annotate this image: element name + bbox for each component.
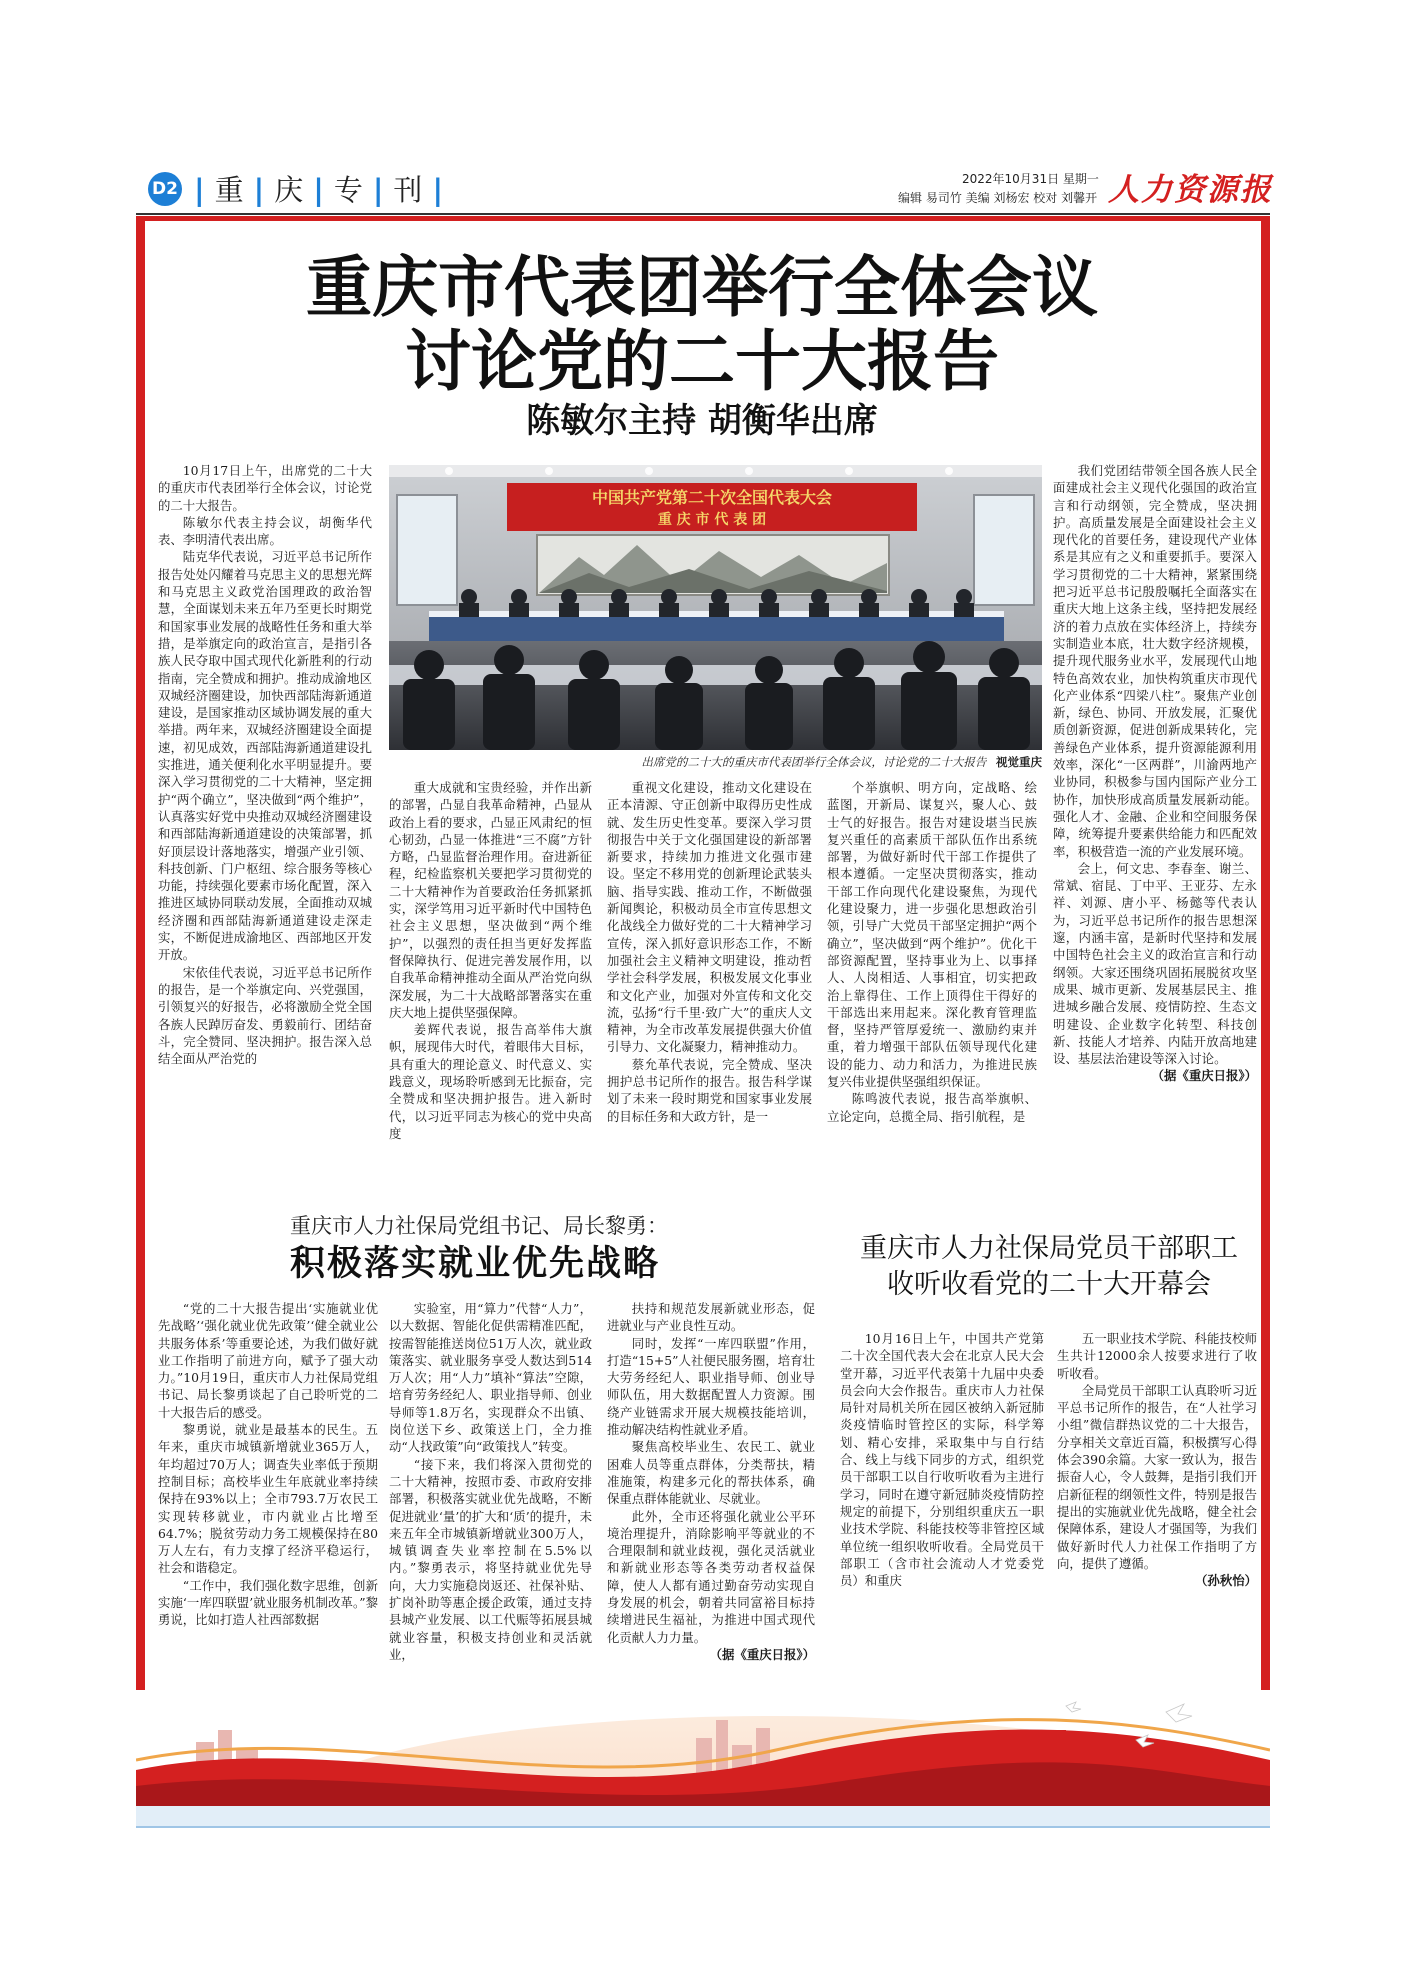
paragraph: 同时，发挥“一库四联盟”作用，打造“15+5”人社便民服务圈，培育壮大劳务经纪人、职业指导师、创业导师队伍，用大数据配置人力资源。围绕产业链需求开展大规模技能培训，推动解决结构性就业矛盾。 xyxy=(607,1335,815,1438)
right-article-col-2 xyxy=(1057,1330,1257,1695)
right-article-title-2: 收听收看党的二十大开幕会 xyxy=(887,1269,1211,1300)
issue-date: 2022年10月31日 星期一 xyxy=(962,172,1099,186)
paragraph: “党的二十大报告提出‘实施就业优先战略’‘强化就业优先政策’‘健全就业公共服务体系’等重要论述，为我们做好就业工作指明了前进方向，赋予了强大动力。”10月19日，重庆市人力社保局党组书记、局长黎勇谈起了自己聆听党的二十大报告后的感受。 xyxy=(158,1301,378,1420)
headline-line-2: 讨论党的二十大报告 xyxy=(405,323,999,400)
paragraph: 陆克华代表说，习近平总书记所作报告处处闪耀着马克思主义的思想光辉和马克思主义政党治国理政的政治智慧，全面谋划未来五年乃至更长时期党和国家事业发展的战略性任务和重大举措，是举旗定向的政治宣言，是指引各族人民夺取中国式现代化新胜利的行动指南，完全赞成和拥护。推动成渝地区双城经济圈建设，加快西部陆海新通道建设，是国家推动区域协调发展的重大举措。两年来，双城经济圈建设全面提速，初见成效，西部陆海新通道建设扎实推进，通关便利化水平明显提升。要深入学习贯彻党的二十大精神，坚定拥护“两个确立”，坚决做到“两个维护”，认真落实好党中央推动双城经济圈建设和西部陆海新通道建设的决策部署，抓好顶层设计落地落实，增强产业引领、科技创新、门户枢纽、综合服务等核心功能，持续强化要素市场化配置，深入推进区域协同联动发展，全面推动双城经济圈和西部陆海新通道建设走深走实，不断促进成渝地区、西部地区开发开放。 xyxy=(158,549,372,963)
paragraph: 五一职业技术学院、科能技校师生共计12000余人按要求进行了收听收看。 xyxy=(1057,1331,1257,1381)
paragraph: 10月17日上午，出席党的二十大的重庆市代表团举行全体会议，讨论党的二十大报告。 xyxy=(158,463,372,513)
paragraph: “工作中，我们强化数字思维，创新实施‘一库四联盟’就业服务机制改革。”黎勇说，比如打造人社西部数据 xyxy=(158,1577,378,1628)
newspaper-logo: 人力资源报 xyxy=(1108,172,1273,208)
main-article-col-1 xyxy=(158,462,372,1162)
frame-top xyxy=(136,216,1270,221)
main-article-col-4 xyxy=(827,779,1037,1174)
frame-right xyxy=(1261,216,1270,1806)
main-article-col-2 xyxy=(389,779,592,1174)
photo-credit: 视觉重庆 xyxy=(996,755,1042,769)
paragraph: 全局党员干部职工认真聆听习近平总书记所作的报告，在“人社学习小组”微信群热议党的二十大报告，分享相关文章近百篇，积极撰写心得体会390余篇。大家一致认为，报告振奋人心，令人鼓舞，是指引我们开启新征程的纲领性文件，特别是报告提出的实施就业优先战略，健全社会保障体系，建设人才强国等，为我们做好新时代人力社保工作指明了方向，提供了遵循。 xyxy=(1057,1382,1257,1571)
main-article-col-3 xyxy=(607,779,812,1174)
right-article-author: （孙秋怡） xyxy=(1195,1573,1257,1589)
sub-article-title: 积极落实就业优先战略 xyxy=(290,1244,661,1284)
photo-caption-text: 出席党的二十大的重庆市代表团举行全体会议，讨论党的二十大报告 xyxy=(641,755,987,769)
paragraph: 我们党团结带领全国各族人民全面建成社会主义现代化强国的政治宣言和行动纲领，完全赞成，坚决拥护。高质量发展是全面建设社会主义现代化的首要任务，建设现代产业体系是其应有之义和重要抓手。要深入学习贯彻党的二十大精神，紧紧围绕把习近平总书记殷殷嘱托全面落实在重庆大地上这条主线，坚持把发展经济的着力点放在实体经济上，持续夯实制造业本底，壮大数字经济规模，提升现代服务业水平，发展现代山地特色高效农业，加快构筑重庆市现代化产业体系“四梁八柱”。聚焦产业创新，绿色、协同、开放发展，汇聚优质创新资源，促进创新成果转化，完善绿色产业体系，提升资源能源利用效率，深化“一区两群”，川渝两地产业协同，积极参与国内国际产业分工协作，加快形成高质量发展新动能。强化人才、金融、企业和空间服务保障，统筹提升要素供给能力和匹配效率，积极营造一流的产业发展环境。 xyxy=(1053,463,1257,859)
meeting-photo-image xyxy=(389,465,1042,750)
paragraph: 聚焦高校毕业生、农民工、就业困难人员等重点群体，分类帮扶，精准施策，构建多元化的帮扶体系，确保重点群体能就业、尽就业。 xyxy=(607,1439,815,1507)
photo-caption xyxy=(389,754,1042,770)
paragraph: 会上，何文忠、李春奎、谢兰、常斌、宿昆、丁中平、王亚芬、左永祥、刘源、唐小平、杨懿等代表认为，习近平总书记所作的报告思想深邃，内涵丰富，是新时代坚持和发展中国特色社会主义的政治宣言和行动纲领。大家还围绕巩固拓展脱贫攻坚成果、城市更新、发展基层民主、推进城乡融合发展、疫情防控、生态文明建设、企业数字化转型、科技创新、技能人才培养、内陆开放高地建设、基层法治建设等深入讨论。 xyxy=(1053,860,1257,1067)
decorative-skyline-icon xyxy=(136,1690,1270,1806)
sub-article-col-3 xyxy=(607,1300,815,1700)
main-article-source: （据《重庆日报》） xyxy=(1151,1068,1257,1084)
banner-line-1: 中国共产党第二十次全国代表大会 xyxy=(591,488,833,507)
paragraph: 重大成就和宝贵经验，并作出新的部署，凸显自我革命精神，凸显从政治上看的要求，凸显正风肃纪的恒心韧劲，凸显一体推进“三不腐”方针方略，凸显监督治理作用。奋进新征程，纪检监察机关要把学习贯彻党的二十大精神作为首要政治任务抓紧抓实，深学笃用习近平新时代中国特色社会主义思想，坚决做到“两个维护”，以强烈的责任担当更好发挥监督保障执行、促进完善发展作用，以自我革命精神推动全面从严治党向纵深发展，为二十大战略部署落实在重庆大地上提供坚强保障。 xyxy=(389,780,592,1020)
main-article-col-5 xyxy=(1053,462,1257,1174)
paragraph: 黎勇说，就业是最基本的民生。五年来，重庆市城镇新增就业365万人，年均超过70万人；调查失业率低于预期控制目标；高校毕业生年底就业率持续保持在93%以上；全市793.7万农民工实现转移就业，市内就业占比增至64.7%；脱贫劳动力务工规模保持在80万人左右，有力支撑了经济平稳运行，社会和谐稳定。 xyxy=(158,1422,378,1576)
paragraph: 10月16日上午，中国共产党第二十次全国代表大会在北京人民大会堂开幕，习近平代表第十九届中央委员会向大会作报告。重庆市人力社保局针对局机关所在园区被纳入新冠肺炎疫情临时管控区的实际，科学筹划、精心安排，采取集中与自行结合、线上与线下同步的方式，组织党员干部职工以自行收听收看为主进行学习，同时在遵守新冠肺炎疫情防控规定的前提下，分别组织重庆五一职业技术学院、科能技校等非管控区域单位统一组织收听收看。全局党员干部职工（含市社会流动人才党委党员）和重庆 xyxy=(840,1331,1044,1589)
right-article-col-1 xyxy=(840,1330,1044,1695)
paragraph: 姜辉代表说，报告高举伟大旗帜，展现伟大时代，着眼伟大目标，具有重大的理论意义、时代意义、实践意义，现场聆听感到无比振奋，完全赞成和坚决拥护报告。进入新时代，以习近平同志为核心的党中央高度 xyxy=(389,1022,592,1141)
headline-line-1: 重庆市代表团举行全体会议 xyxy=(306,249,1098,326)
paragraph: 陈鸣波代表说，报告高举旗帜、立论定向，总揽全局、指引航程，是 xyxy=(827,1091,1037,1124)
sub-article-kicker: 重庆市人力社保局党组书记、局长黎勇： xyxy=(290,1214,668,1238)
footer-rule xyxy=(136,1826,1270,1828)
paragraph: 此外，全市还将强化就业公平环境治理提升，消除影响平等就业的不合理限制和就业歧视，强化灵活就业和新就业形态等各类劳动者权益保障，使人人都有通过勤奋劳动实现自身发展的机会，朝着共同富裕目标持续增进民生福祉，为推进中国式现代化贡献人力力量。 xyxy=(607,1508,815,1645)
paragraph: 实验室，用“算力”代替“人力”，以大数据、智能化促供需精准匹配，按需智能推送岗位51万人次，就业政策落实、就业服务享受人数达到514万人次；用“人力”填补“算法”空隙，培育劳务经纪人、职业指导师、创业导师等1.8万名，实现群众不出镇、岗位送下乡、政策送上门，全力推动“人找政策”向“政策找人”转变。 xyxy=(389,1301,592,1455)
banner-line-2: 重 庆 市 代 表 团 xyxy=(657,512,767,528)
frame-left xyxy=(136,216,145,1806)
header-rule xyxy=(136,213,1270,215)
sub-article-col-1 xyxy=(158,1300,378,1700)
page-number-badge: D2 xyxy=(148,172,182,206)
footer-band xyxy=(136,1806,1270,1828)
paragraph: 重视文化建设，推动文化建设在正本清源、守正创新中取得历史性成就、发生历史性变革。要深入学习贯彻报告中关于文化强国建设的新部署新要求，持续加力推进文化强市建设。坚定不移用党的创新理论武装头脑、指导实践、推动工作，不断做强新闻舆论，积极动员全市宣传思想文化战线全力做好党的二十大精神学习宣传，深入抓好意识形态工作，不断加强社会主义精神文明建设，推动哲学社会科学发展，积极发展文化事业和文化产业，加强对外宣传和文化交流，弘扬“行千里·致广大”的重庆人文精神，为全市改革发展提供强大价值引导力、文化凝聚力，精神推动力。 xyxy=(607,780,812,1055)
section-name: | 重 | 庆 | 专 | 刊 | xyxy=(194,173,450,207)
sub-article-source: （据《重庆日报》） xyxy=(709,1646,815,1662)
headline-subtitle: 陈敏尔主持 胡衡华出席 xyxy=(526,401,878,441)
paragraph: 个举旗帜、明方向，定战略、绘蓝图，开新局、谋复兴，聚人心、鼓士气的好报告。报告对建设堪当民族复兴重任的高素质干部队伍作出系统部署，为做好新时代干部工作提供了根本遵循。一定坚决贯彻落实，推动干部工作向现代化建设聚焦，为现代化建设聚力，进一步强化思想政治引领，引导广大党员干部坚定拥护“两个确立”，坚决做到“两个维护”。优化干部资源配置，坚持事业为上、以事择人、人岗相适、人事相宜，切实把政治上靠得住、工作上顶得住干得好的干部选出来用起来。深化教育管理监督，坚持严管厚爱统一、激励约束并重，着力增强干部队伍领导现代化建设的能力、动力和活力，为推进民族复兴伟业提供坚强组织保证。 xyxy=(827,780,1037,1090)
paragraph: 宋依佳代表说，习近平总书记所作的报告，是一个举旗定向、兴党强国，引领复兴的好报告，必将激励全党全国各族人民踔厉奋发、勇毅前行、团结奋斗，完全赞同、坚决拥护。报告深入总结全面从严治党的 xyxy=(158,964,372,1067)
right-article-title-1: 重庆市人力社保局党员干部职工 xyxy=(860,1233,1238,1264)
meeting-photo xyxy=(389,465,1042,750)
paragraph: 扶持和规范发展新就业形态，促进就业与产业良性互动。 xyxy=(607,1301,815,1334)
paragraph: 陈敏尔代表主持会议，胡衡华代表、李明清代表出席。 xyxy=(158,514,372,548)
paragraph: “接下来，我们将深入贯彻党的二十大精神，按照市委、市政府安排部署，积极落实就业优先战略，不断促进就业‘量’的扩大和‘质’的提升，未来五年全市城镇新增就业300万人，城镇调查失业率控制在5.5%以内。”黎勇表示，将坚持就业优先导向，大力实施稳岗返还、社保补贴、扩岗补助等惠企援企政策，通过支持县城产业发展、以工代赈等拓展县城就业容量，积极支持创业和灵活就业， xyxy=(389,1456,592,1662)
paragraph: 蔡允革代表说，完全赞成、坚决拥护总书记所作的报告。报告科学谋划了未来一段时期党和国家事业发展的目标任务和大政方针，是一 xyxy=(607,1056,812,1124)
sub-article-col-2 xyxy=(389,1300,592,1700)
editorial-staff: 编辑 易司竹 美编 刘杨宏 校对 刘馨开 xyxy=(898,191,1098,205)
decorative-banner xyxy=(136,1690,1270,1806)
